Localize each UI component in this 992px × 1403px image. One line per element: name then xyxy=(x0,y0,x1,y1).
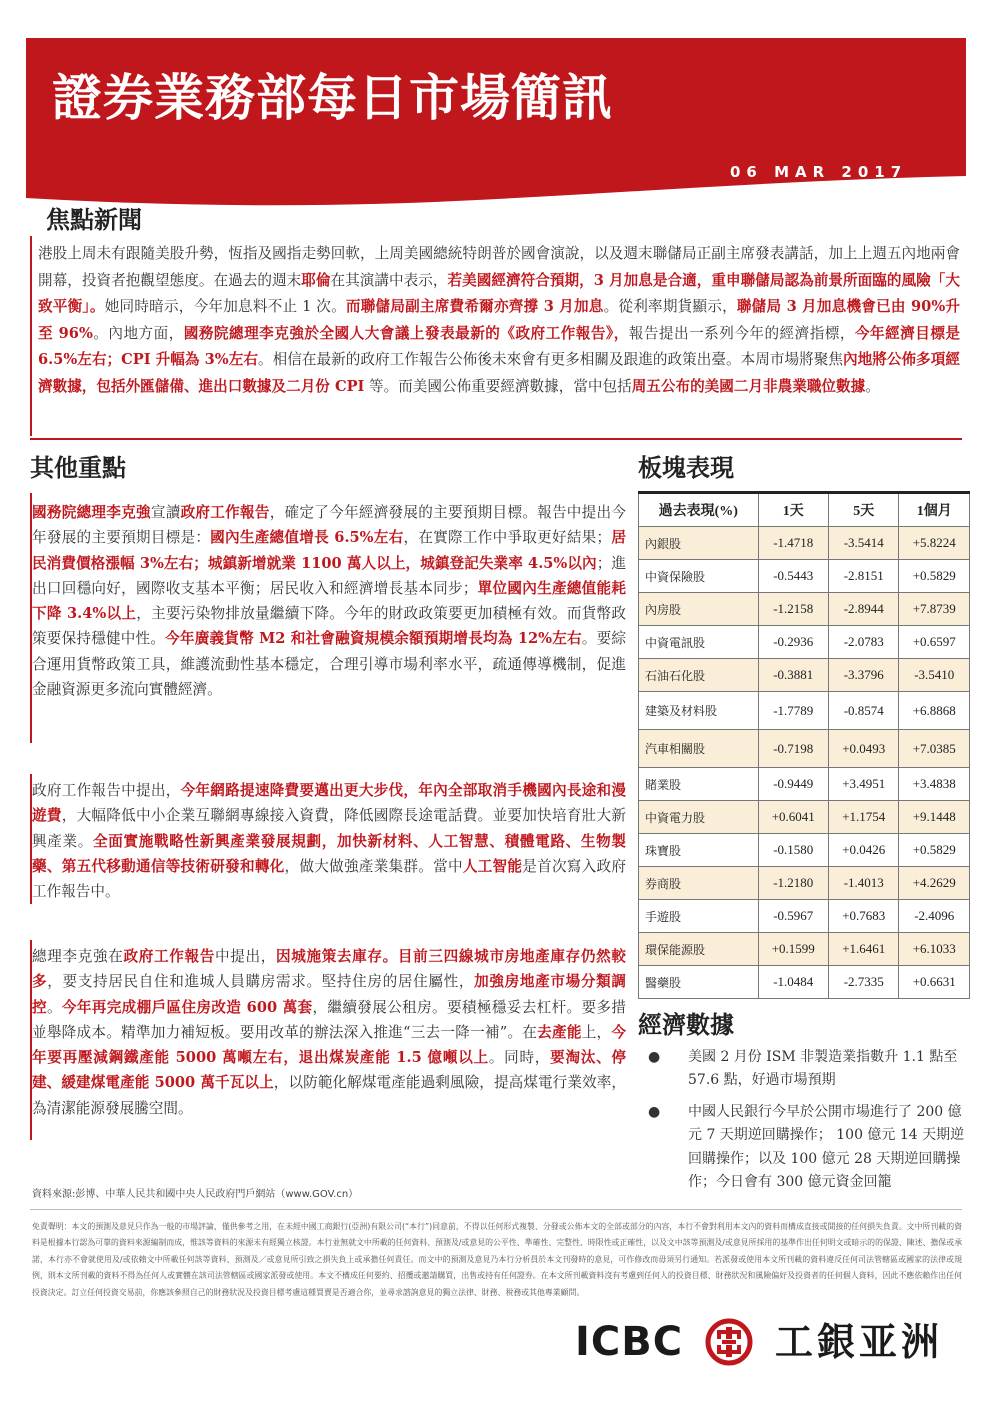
sector-value: -1.4718 xyxy=(758,527,828,560)
table-row xyxy=(639,560,970,593)
sector-name: 內銀股 xyxy=(639,527,759,560)
data-source: 資料來源:彭博、中華人民共和國中央人民政府門戶網站（www.GOV.cn） xyxy=(32,1189,359,1200)
sector-value: -1.7789 xyxy=(758,692,828,730)
sector-value: -1.2158 xyxy=(758,593,828,626)
sector-value: -0.9449 xyxy=(758,768,828,801)
sector-value: -2.8151 xyxy=(829,560,899,593)
sector-name: 賭業股 xyxy=(639,768,759,801)
footer-divider xyxy=(30,1209,962,1210)
icbc-seal-icon xyxy=(705,1318,753,1366)
table-row xyxy=(639,933,970,966)
other-paragraph-1: 國務院總理李克強宣讀政府工作報告，確定了今年經濟發展的主要預期目標。報告中提出今年發展的主要預期目標是：國內生產總值增長 6.5%左右，在實際工作中爭取更好結果；居民消費價格漲幅 3%左右；城鎮新增就業 1100 萬人以上，城鎮登記失業率 4.5%以內；進出口回穩向好，國際收支基本平衡；居民收入和經濟增長基本同步；單位國內生產總值能耗下降 3.4%以上，主要污染物排放量繼續下降。今年的財政政策要更加積極有效。而貨幣政策要保持穩健中性。今年廣義貨幣 M2 和社會融資規模余額預期增長均為 12%左右。要綜合運用貨幣政策工具，維護流動性基本穩定，合理引導市場利率水平，疏通傳導機制，促進金融資源更多流向實體經濟。 xyxy=(32,504,626,699)
table-row xyxy=(639,966,970,999)
column-header: 1天 xyxy=(758,493,828,527)
sector-value: +3.4951 xyxy=(829,768,899,801)
report-date: 06 MAR 2017 xyxy=(730,163,908,181)
sector-name: 中資保險股 xyxy=(639,560,759,593)
table-row xyxy=(639,692,970,730)
sector-value: -2.4096 xyxy=(899,900,970,933)
sector-name: 內房股 xyxy=(639,593,759,626)
logo-chinese-name: 工銀亚洲 xyxy=(775,1320,944,1364)
focus-news-paragraph: 港股上周未有跟隨美股升勢，恆指及國指走勢回軟，上周美國總統特朗普於國會演說，以及週末聯儲局正副主席發表講話，加上上週五內地兩會開幕，投資者抱觀望態度。在過去的週末耶倫在其演講中表示，若美國經濟符合預期，3 月加息是合適，重申聯儲局認為前景所面臨的風險「大致平衡」。她同時暗示，今年加息料不止 1 次。而聯儲局副主席費希爾亦齊撐 3 月加息。從利率期貨顯示，聯儲局 3 月加息機會已由 90%升至 96%。內地方面，國務院總理李克強於全國人大會議上發表最新的《政府工作報告》，報告提出一系列今年的經濟指標，今年經濟目標是 6.5%左右；CPI 升幅為 3%左右。相信在最新的政府工作報告公佈後未來會有更多相關及跟進的政策出臺。本周市場將聚焦內地將公佈多項經濟數據，包括外匯儲備、進出口數據及二月份 CPI 等。而美國公佈重要經濟數據，當中包括周五公布的美國二月非農業職位數據。 xyxy=(38,245,960,395)
list-item-text: 美國 2 月份 ISM 非製造業指數升 1.1 點至 57.6 點，好過市場預期 xyxy=(688,1049,958,1089)
table-row xyxy=(639,659,970,692)
sector-value: +7.0385 xyxy=(899,730,970,768)
sector-value: -0.8574 xyxy=(829,692,899,730)
table-row xyxy=(639,834,970,867)
logo-wordmark: ICBC xyxy=(575,1319,684,1365)
sector-name: 汽車相關股 xyxy=(639,730,759,768)
sector-value: +0.0426 xyxy=(829,834,899,867)
sector-value: -0.2936 xyxy=(758,626,828,659)
sector-name: 醫藥股 xyxy=(639,966,759,999)
sector-value: +9.1448 xyxy=(899,801,970,834)
page-title: 證券業務部每日市場簡訊 xyxy=(52,69,613,127)
table-row xyxy=(639,593,970,626)
sector-performance-heading: 板塊表現 xyxy=(638,454,734,482)
sector-value: +6.1033 xyxy=(899,933,970,966)
sector-value: +4.2629 xyxy=(899,867,970,900)
sector-performance-table xyxy=(638,491,970,999)
sector-value: +0.7683 xyxy=(829,900,899,933)
sector-value: +0.5829 xyxy=(899,560,970,593)
column-header: 5天 xyxy=(829,493,899,527)
sector-name: 中資電訊股 xyxy=(639,626,759,659)
table-row xyxy=(639,900,970,933)
list-item-text: 中國人民銀行今早於公開市場進行了 200 億元 7 天期逆回購操作； 100 億元 14 天期逆回購操作；以及 100 億元 28 天期逆回購操作；今日會有 300 億元資金回籠 xyxy=(688,1103,965,1191)
sector-value: +0.6631 xyxy=(899,966,970,999)
sector-value: -0.3881 xyxy=(758,659,828,692)
sector-value: -0.5967 xyxy=(758,900,828,933)
bullet-icon: ● xyxy=(648,1049,661,1065)
sector-value: +0.5829 xyxy=(899,834,970,867)
sector-value: -2.8944 xyxy=(829,593,899,626)
sector-value: +7.8739 xyxy=(899,593,970,626)
other-highlights-heading: 其他重點 xyxy=(30,454,126,482)
sector-value: +5.8224 xyxy=(899,527,970,560)
other-paragraph-2: 政府工作報告中提出，今年網路提速降費要邁出更大步伐，年內全部取消手機國內長途和漫遊費，大幅降低中小企業互聯網專線接入資費，降低國際長途電話費。並要加快培育壯大新興產業。全面實施戰略性新興產業發展規劃，加快新材料、人工智慧、積體電路、生物製藥、第五代移動通信等技術研發和轉化，做大做強產業集群。當中人工智能是首次寫入政府工作報告中。 xyxy=(32,782,626,901)
table-row xyxy=(639,626,970,659)
sector-name: 建築及材料股 xyxy=(639,692,759,730)
sector-name: 石油石化股 xyxy=(639,659,759,692)
sector-value: -0.5443 xyxy=(758,560,828,593)
sector-value: +0.1599 xyxy=(758,933,828,966)
sector-value: -2.0783 xyxy=(829,626,899,659)
economic-data-heading: 經濟數據 xyxy=(638,1011,734,1039)
sector-value: +1.6461 xyxy=(829,933,899,966)
disclaimer: 免責聲明：本文的預測及意見只作為一般的市場評論，僅供參考之用，在未經中國工商銀行(亞洲)有限公司(“本行”)同意前，不得以任何形式複製、分發或公佈本文的全部或部分的內容，本行不會對利用本文內的資料而構成直接或間接的任何損失負責。文中所刊載的資料是根據本行認為可靠的資料來源編制而成，惟該等資料的來源未有經獨立核證。本行並無就文中所載的任何資料、預測及/或意見的公平性、準確性、完整性、時限性或正確性，以及文中該等預測及/或意見所採用的基準作出任何明文或暗示的的保證、陳述、擔保或承諾，本行亦不會就使用及/或依賴文中所載任何該等資料、預測及／或意見所引致之損失負上或承擔任何責任。而文中的預測及意見乃本行分析員於本文刊發時的意見，可作修改而毋須另行通知。若派發或使用本文所刊載的資料違反任何司法管轄區或國家的法律或規例，則本文所刊載的資料不得為任何人或實體在該司法管轄區或國家派發或使用。本文不構成任何要約、招攬或邀請購買，出售或持有任何證券。在本文所刊載資料沒有考慮到任何人的投資目標、財務狀況和風險偏好及投資者的任何個人資料，因此不應依賴作出任何投資決定。訂立任何投資交易前，你應該參照自己的財務狀況及投資目標考慮這種買賣是否適合你，並尋求諮詢意見的獨立法律、財務、稅務或其他專業顧問。 xyxy=(32,1222,962,1297)
icbc-logo xyxy=(575,1317,965,1367)
sector-name: 中資電力股 xyxy=(639,801,759,834)
sector-value: -3.3796 xyxy=(829,659,899,692)
sector-name: 券商股 xyxy=(639,867,759,900)
sector-value: -2.7335 xyxy=(829,966,899,999)
economic-data-list xyxy=(646,1046,966,1202)
focus-side-rule xyxy=(30,236,32,436)
sector-value: -1.2180 xyxy=(758,867,828,900)
sector-value: +0.0493 xyxy=(829,730,899,768)
sector-value: +6.8868 xyxy=(899,692,970,730)
table-row xyxy=(639,768,970,801)
table-row xyxy=(639,527,970,560)
sector-value: +0.6597 xyxy=(899,626,970,659)
sector-value: +3.4838 xyxy=(899,768,970,801)
section-divider xyxy=(30,438,962,440)
sector-name: 手遊股 xyxy=(639,900,759,933)
sector-value: -3.5410 xyxy=(899,659,970,692)
table-row xyxy=(639,730,970,768)
list-item xyxy=(646,1101,966,1195)
bullet-icon: ● xyxy=(648,1103,661,1120)
sector-value: -0.7198 xyxy=(758,730,828,768)
sector-value: +0.6041 xyxy=(758,801,828,834)
table-row xyxy=(639,801,970,834)
sector-name: 環保能源股 xyxy=(639,933,759,966)
list-item xyxy=(646,1046,966,1093)
table-header-row xyxy=(639,493,970,527)
sector-value: -3.5414 xyxy=(829,527,899,560)
table-row xyxy=(639,867,970,900)
sector-name: 珠寶股 xyxy=(639,834,759,867)
sector-value: -1.4013 xyxy=(829,867,899,900)
sector-value: -1.0484 xyxy=(758,966,828,999)
sector-value: +1.1754 xyxy=(829,801,899,834)
focus-news-heading: 焦點新聞 xyxy=(46,206,142,234)
sector-value: -0.1580 xyxy=(758,834,828,867)
other-paragraph-3: 總理李克強在政府工作報告中提出，因城施策去庫存。目前三四線城市房地產庫存仍然較多，要支持居民自住和進城人員購房需求。堅持住房的居住屬性，加強房地產市場分類調控。今年再完成棚戶區住房改造 600 萬套，繼續發展公租房。要積極穩妥去杠杆。要多措並舉降成本。精準加力補短板。要用改革的辦法深入推進“三去一降一補”。在去產能上，今年要再壓減鋼鐵產能 5000 萬噸左右，退出煤炭產能 1.5 億噸以上。同時，要淘汰、停建、緩建煤電產能 5000 萬千瓦以上，以防範化解煤電產能過剩風險，提高煤電行業效率，為清潔能源發展騰空間。 xyxy=(32,948,626,1117)
column-header: 1個月 xyxy=(899,493,970,527)
column-header: 過去表現(%) xyxy=(639,493,759,527)
